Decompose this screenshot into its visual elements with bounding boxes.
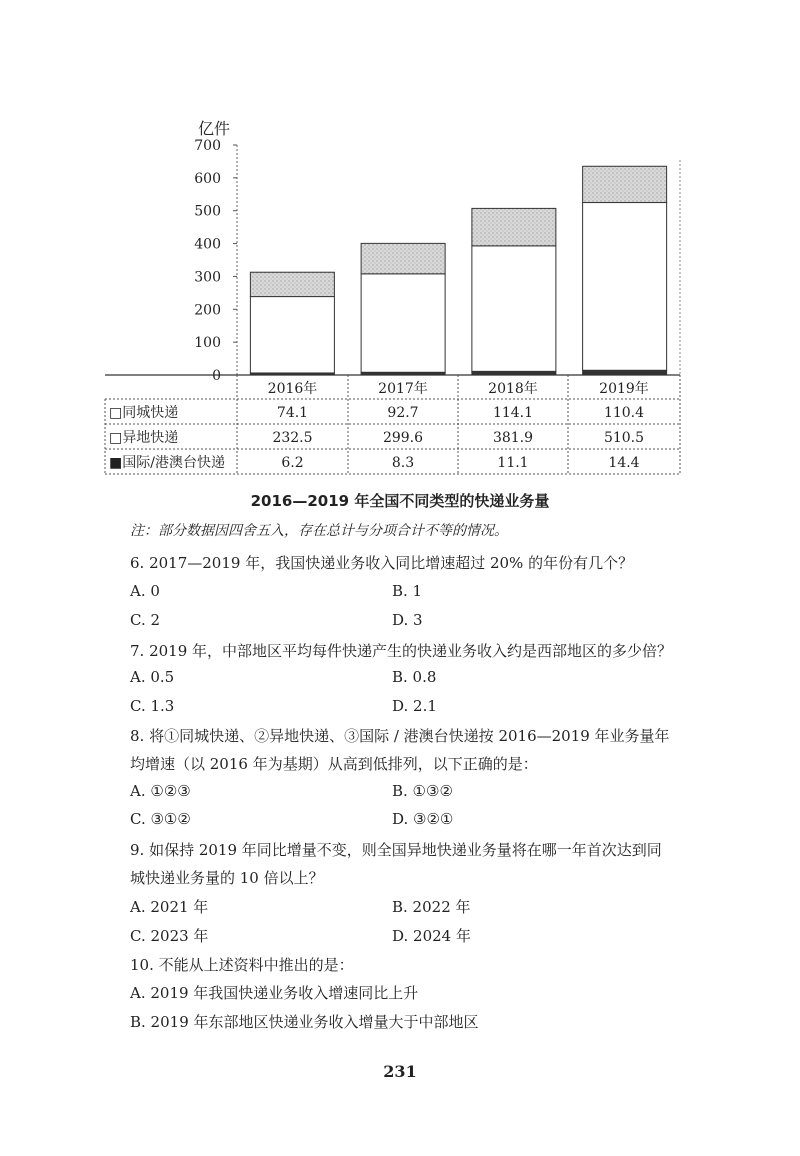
- question-7-option-b[interactable]: B. 0.8: [392, 668, 437, 686]
- chart-note: 注：部分数据因四舍五入，存在总计与分项合计不等的情况。: [130, 523, 508, 539]
- table-value: 299.6: [382, 430, 424, 446]
- question-7-text: 7. 2019 年，中部地区平均每件快递产生的快递业务收入约是西部地区的多少倍？: [130, 642, 673, 660]
- question-9-option-c[interactable]: C. 2023 年: [130, 927, 209, 945]
- bar-segment-intercity: [250, 297, 334, 373]
- question-10-option-b[interactable]: B. 2019 年东部地区快递业务收入增量大于中部地区: [130, 1013, 479, 1031]
- question-10-text: 10. 不能从上述资料中推出的是：: [130, 956, 354, 974]
- y-tick-label: 500: [194, 203, 221, 220]
- stacked-bar-chart: [0, 0, 800, 490]
- x-category-label: 2017年: [378, 381, 428, 397]
- y-axis-unit-label: 亿件: [198, 119, 231, 138]
- table-value: 110.4: [603, 405, 645, 421]
- bar-segment-intercity: [472, 246, 556, 371]
- table-value: 114.1: [492, 405, 534, 421]
- table-value: 74.1: [276, 405, 309, 421]
- table-value: 11.1: [497, 455, 529, 471]
- question-8-option-a[interactable]: A. ①②③: [130, 782, 191, 800]
- question-8-option-c[interactable]: C. ③①②: [130, 810, 191, 828]
- table-value: 381.9: [492, 430, 534, 446]
- chart-caption: 2016—2019 年全国不同类型的快递业务量: [250, 492, 550, 510]
- question-9-option-d[interactable]: D. 2024 年: [392, 927, 471, 945]
- question-9-option-b[interactable]: B. 2022 年: [392, 898, 471, 916]
- x-category-label: 2016年: [267, 381, 318, 397]
- table-value: 8.3: [391, 455, 415, 471]
- y-tick-label: 0: [212, 368, 221, 384]
- bar-segment-samecity: [361, 243, 445, 273]
- question-8-option-d[interactable]: D. ③②①: [392, 810, 454, 828]
- question-7-option-d[interactable]: D. 2.1: [392, 697, 437, 715]
- question-6-text: 6. 2017—2019 年，我国快递业务收入同比增速超过 20% 的年份有几个？: [130, 554, 634, 572]
- question-9-text-line-2: 城快递业务量的 10 倍以上？: [130, 869, 324, 887]
- bar-segment-intercity: [361, 274, 445, 372]
- question-6-option-b[interactable]: B. 1: [392, 582, 423, 600]
- question-9-option-a[interactable]: A. 2021 年: [130, 898, 209, 916]
- y-tick-label: 600: [194, 170, 221, 187]
- y-tick-label: 700: [194, 138, 221, 154]
- question-8-text-line-1: 8. 将①同城快递、②异地快递、③国际 / 港澳台快递按 2016—2019 年业务量年: [130, 727, 670, 745]
- bar-segment-international: [583, 370, 667, 375]
- page-number: 231: [383, 1062, 417, 1081]
- question-10-option-a[interactable]: A. 2019 年我国快递业务收入增速同比上升: [130, 984, 419, 1002]
- question-6-option-d[interactable]: D. 3: [392, 611, 423, 629]
- question-6-option-a[interactable]: A. 0: [130, 582, 160, 600]
- table-value: 232.5: [272, 430, 313, 446]
- y-tick-label: 200: [194, 302, 221, 319]
- bar-segment-intercity: [583, 203, 667, 371]
- bar-segment-samecity: [250, 272, 334, 296]
- x-category-label: 2019年: [599, 381, 649, 397]
- bar-segment-samecity: [472, 208, 556, 245]
- question-8-text-line-2: 均增速（以 2016 年为基期）从高到低排列，以下正确的是：: [130, 755, 538, 773]
- question-6-option-c[interactable]: C. 2: [130, 611, 161, 629]
- y-tick-label: 400: [194, 236, 221, 253]
- question-7-option-c[interactable]: C. 1.3: [130, 697, 175, 715]
- table-value: 14.4: [608, 455, 640, 471]
- table-value: 92.7: [387, 405, 419, 421]
- question-7-option-a[interactable]: A. 0.5: [130, 668, 175, 686]
- legend-label: □同城快递: [109, 405, 179, 421]
- legend-label: □异地快递: [109, 430, 179, 446]
- table-value: 510.5: [603, 430, 645, 446]
- y-tick-label: 100: [194, 335, 221, 352]
- legend-label: ■国际/港澳台快递: [109, 455, 225, 471]
- table-value: 6.2: [281, 455, 304, 471]
- question-9-text-line-1: 9. 如保持 2019 年同比增量不变，则全国异地快递业务量将在哪一年首次达到同: [130, 841, 662, 859]
- question-8-option-b[interactable]: B. ①③②: [392, 782, 453, 800]
- y-tick-label: 300: [194, 269, 221, 286]
- x-category-label: 2018年: [488, 381, 538, 397]
- bar-segment-samecity: [583, 166, 667, 202]
